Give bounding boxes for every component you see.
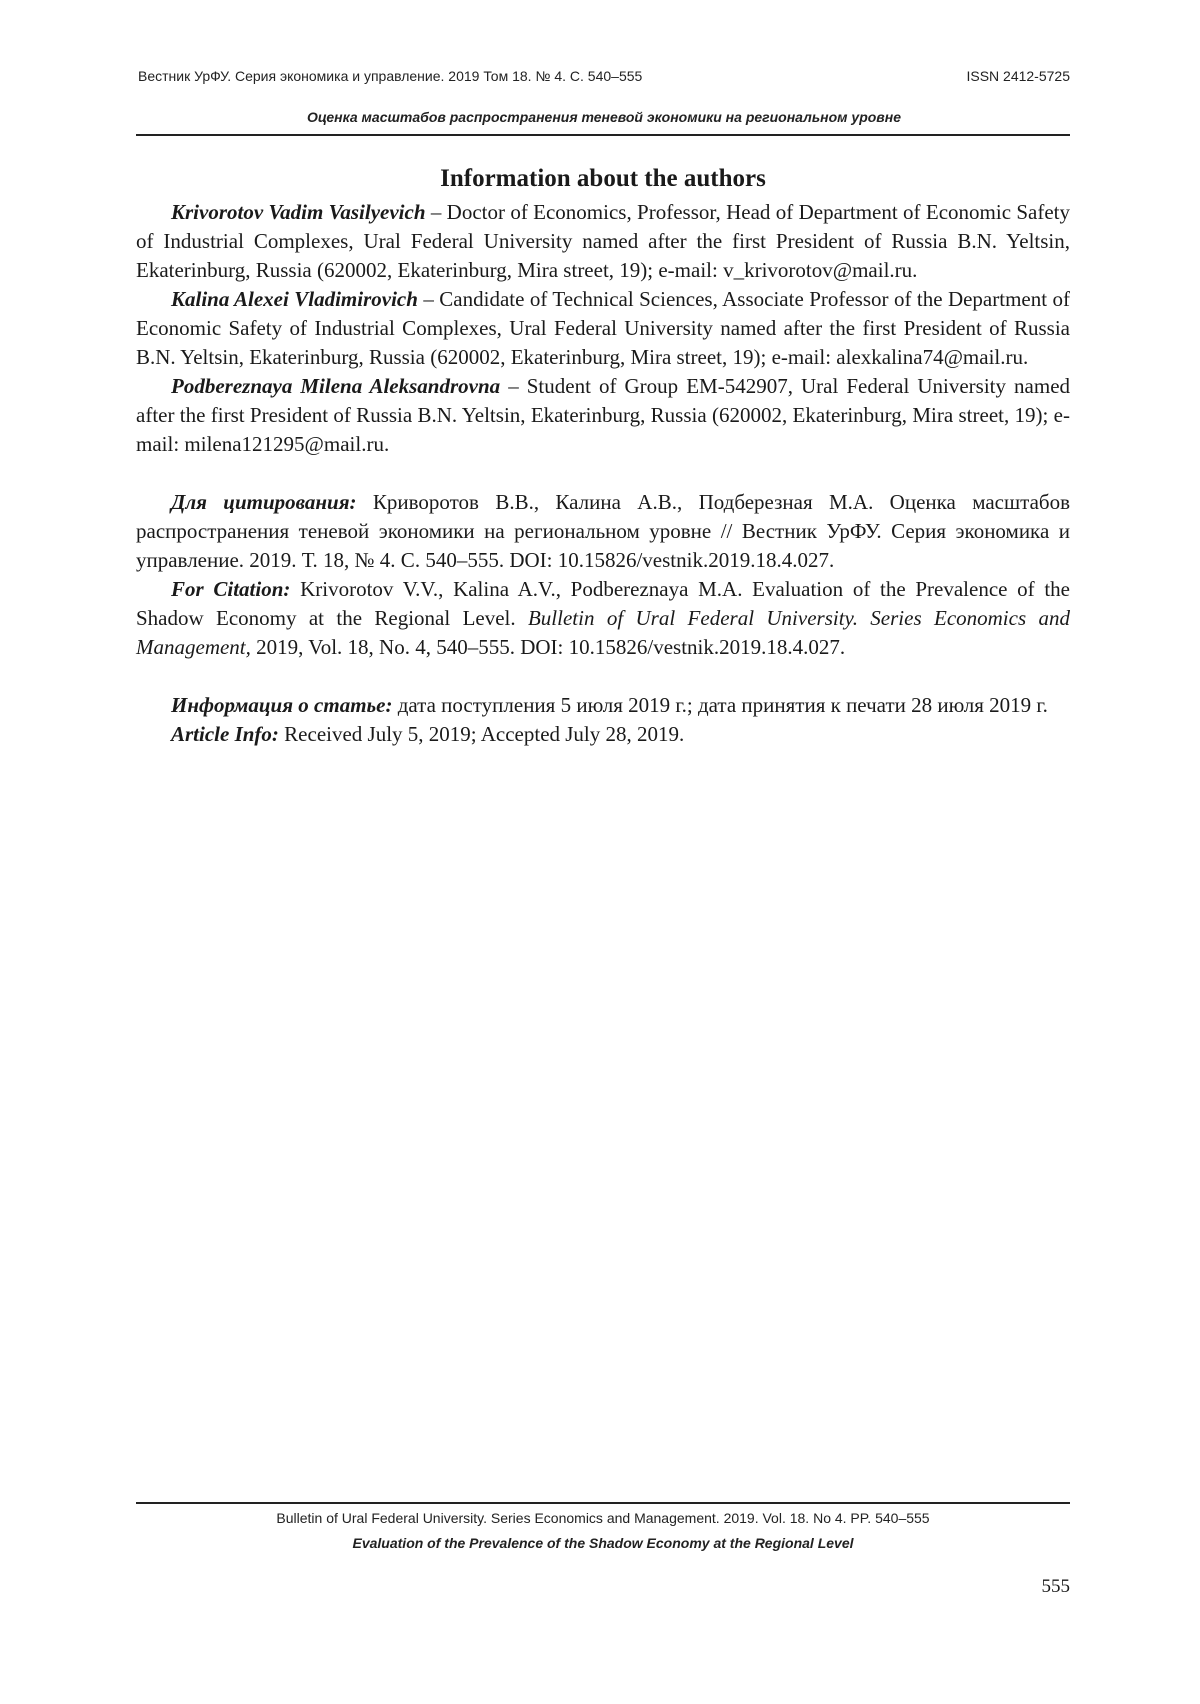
- author-details: Candidate of Technical Sciences, Associate Professor of the Department of Economic Safety of Industrial Complexes, Ural Federal University named after the first President of Russia B.N. Yeltsin, Ekaterinburg, Russia (620002, Ekaterinburg, Mira street, 19); e-mail: alexkalina74@mail.ru.: [136, 287, 1070, 369]
- article-info-en-label: Article Info:: [171, 722, 279, 746]
- author-name: Kalina Alexei Vladimirovich: [171, 287, 418, 311]
- author-name: Krivorotov Vadim Vasilyevich: [171, 200, 426, 224]
- citation-ru-label: Для цитирования:: [171, 490, 357, 514]
- footer-divider: [136, 1502, 1070, 1504]
- journal-citation-ru: Вестник УрФУ. Серия экономика и управление. 2019 Том 18. № 4. С. 540–555: [138, 68, 643, 84]
- page-body: [136, 162, 1070, 749]
- author-details: Student of Group EM-542907, Ural Federal University named after the first President of Russia B.N. Yeltsin, Ekaterinburg, Russia (620002, Ekaterinburg, Mira street, 19); e-mail: milena121295@mail.ru.: [136, 374, 1071, 456]
- running-footer-journal: Bulletin of Ural Federal University. Series Economics and Management. 2019. Vol. 18. No 4. PP. 540–555: [276, 1510, 930, 1526]
- author-details: Doctor of Economics, Professor, Head of Department of Economic Safety of Industrial Complexes, Ural Federal University named after the first President of Russia B.N. Yeltsin, Ekaterinburg, Russia (620002, Ekaterinburg, Mira street, 19); e-mail: v_krivorotov@mail.ru.: [136, 200, 1070, 282]
- article-info-en-text: Received July 5, 2019; Accepted July 28, 2019.: [278, 722, 685, 746]
- author-separator: –: [417, 287, 440, 311]
- issn-label: ISSN 2412-5725: [966, 68, 1070, 84]
- citation-en-text: Krivorotov V.V., Kalina A.V., Podbereznaya M.A. Evaluation of the Prevalence of the Shadow Economy at the Regional Level.: [136, 577, 1070, 630]
- article-info-ru-text: дата поступления 5 июля 2019 г.; дата принятия к печати 28 июля 2019 г.: [392, 693, 1048, 717]
- running-header: [138, 68, 1070, 84]
- citation-ru: [136, 488, 1070, 575]
- author-name: Podbereznaya Milena Aleksandrovna: [171, 374, 501, 398]
- header-divider: [136, 134, 1070, 136]
- spacer: [136, 662, 1070, 691]
- spacer: [136, 459, 1070, 488]
- page-number: 555: [1041, 1576, 1070, 1597]
- article-info-en: [136, 720, 1070, 749]
- author-entry: [136, 198, 1070, 285]
- article-info-ru: [136, 691, 1070, 720]
- author-entry: [136, 372, 1070, 459]
- citation-en-text-end: 2019, Vol. 18, No. 4, 540–555. DOI: 10.15826/vestnik.2019.18.4.027.: [250, 635, 846, 659]
- running-footer-article-title: Evaluation of the Prevalence of the Shadow Economy at the Regional Level: [352, 1535, 854, 1551]
- author-entry: [136, 285, 1070, 372]
- citation-ru-text: Криворотов В.В., Калина А.В., Подберезная М.А. Оценка масштабов распространения теневой экономики на региональном уровне // Вестник УрФУ. Серия экономика и управление. 2019. Т. 18, № 4. С. 540–555. DOI: 10.15826/vestnik.2019.18.4.027.: [136, 490, 1071, 572]
- running-article-title-ru: Оценка масштабов распространения теневой экономики на региональном уровне: [306, 109, 902, 125]
- section-title: Information about the authors: [440, 165, 766, 192]
- article-info-ru-label: Информация о статье:: [171, 693, 393, 717]
- author-separator: –: [425, 200, 447, 224]
- citation-en-label: For Citation:: [171, 577, 291, 601]
- author-separator: –: [500, 374, 527, 398]
- citation-en: [136, 575, 1070, 662]
- citation-en-journal: Bulletin of Ural Federal University. Series Economics and Management,: [136, 606, 1070, 659]
